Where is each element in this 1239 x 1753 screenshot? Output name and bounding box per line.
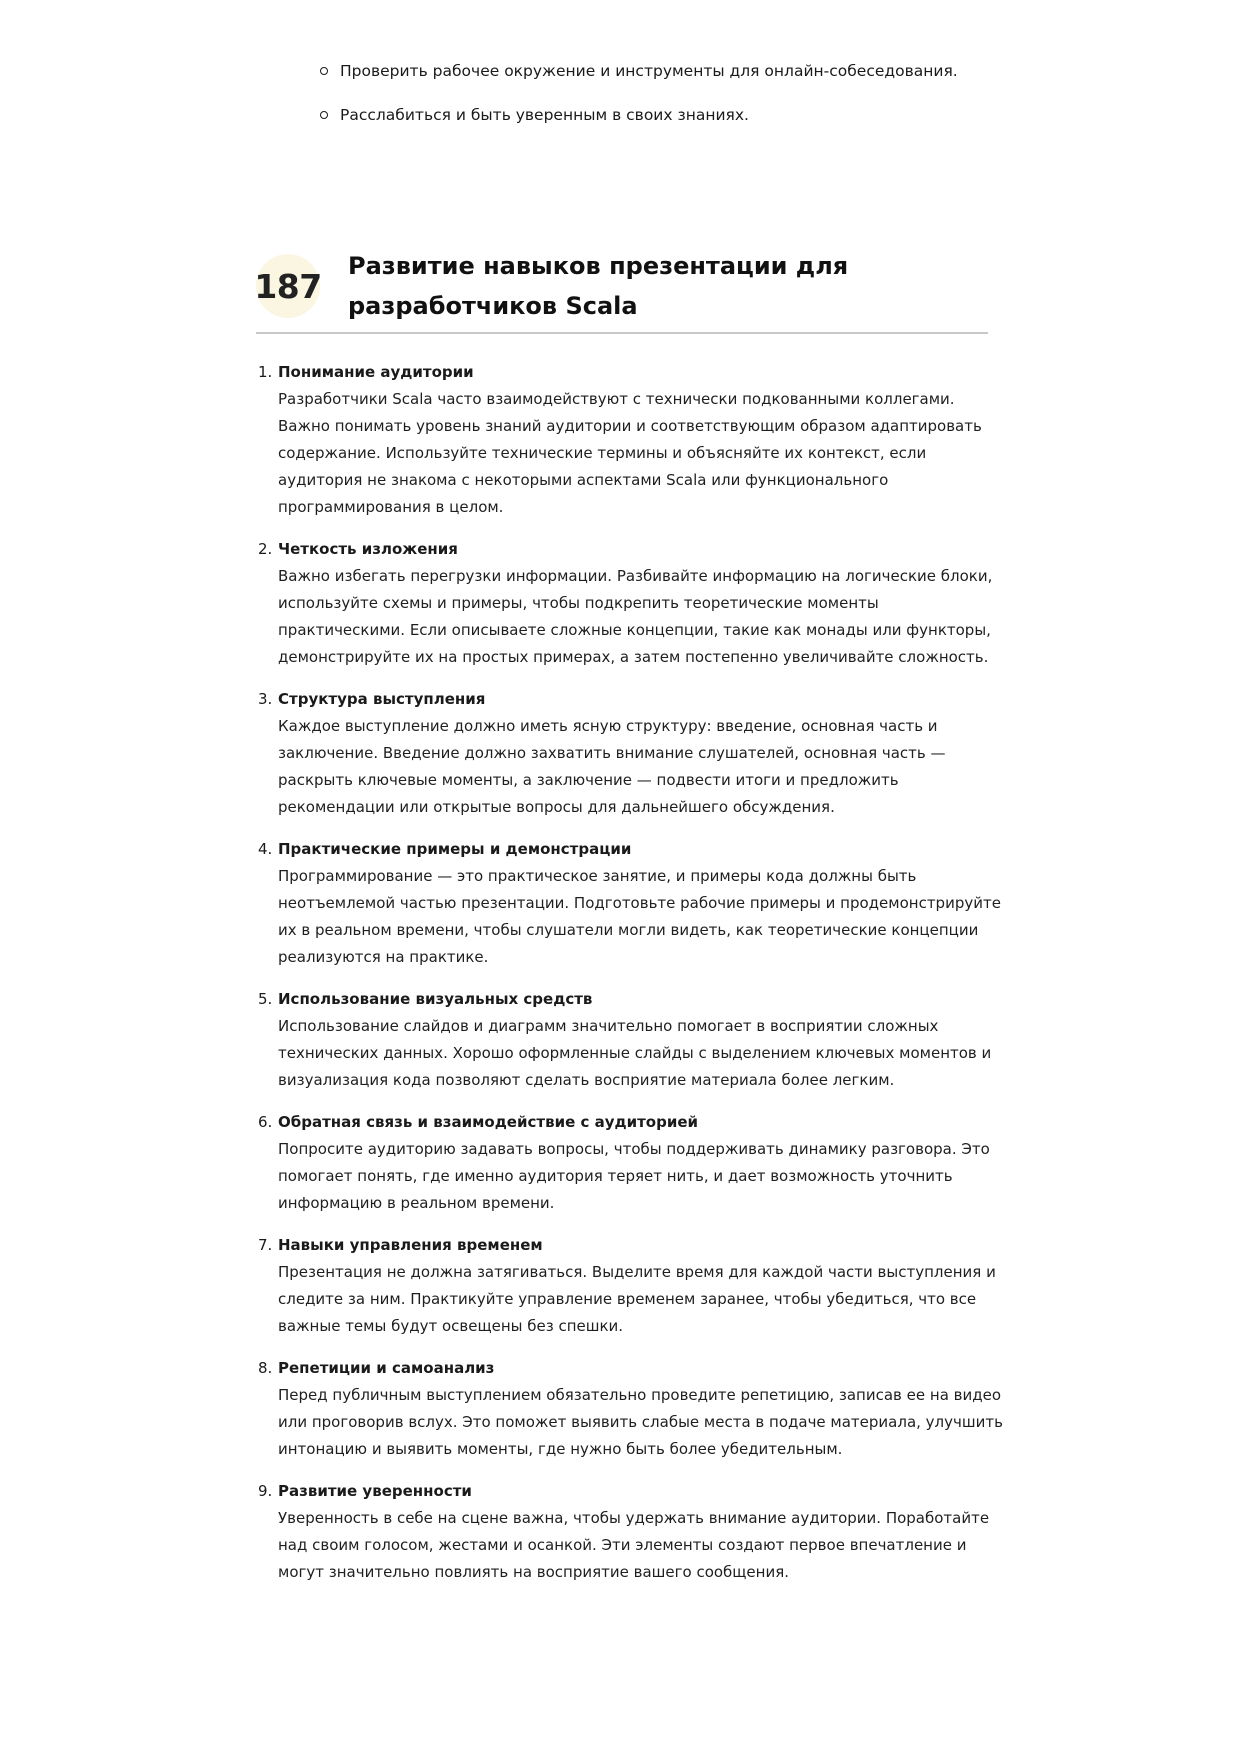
item-number: 1. <box>258 363 273 381</box>
item-title: Четкость изложения <box>278 540 458 558</box>
item-number: 2. <box>258 540 273 558</box>
item-text: Презентация не должна затягиваться. Выделите время для каждой части выступления и следите за ним. Практикуйте управление временем заранее, чтобы убедиться, что все важные темы будут освещены без спешки. <box>278 1263 996 1335</box>
item-title: Использование визуальных средств <box>278 990 593 1008</box>
item-title: Понимание аудитории <box>278 363 474 381</box>
list-item <box>258 359 1003 521</box>
numbered-list <box>258 359 1003 1601</box>
item-text: Разработчики Scala часто взаимодействуют с технически подкованными коллегами. Важно понимать уровень знаний аудитории и соответствующим образом адаптировать содержание. Используйте технические термины и объясняйте их контекст, если аудитория не знакома с некоторыми аспектами Scala или функционального программирования в целом. <box>278 390 982 516</box>
item-number: 8. <box>258 1359 273 1377</box>
bullet-item <box>320 58 1020 84</box>
bullet-item <box>320 102 1020 128</box>
hollow-bullet-icon <box>320 67 328 75</box>
bullet-text: Проверить рабочее окружение и инструменты для онлайн-собеседования. <box>340 62 958 80</box>
item-title: Обратная связь и взаимодействие с аудиторией <box>278 1113 699 1131</box>
chapter-number-badge: 187 <box>256 254 320 318</box>
item-text: Важно избегать перегрузки информации. Разбивайте информацию на логические блоки, используйте схемы и примеры, чтобы подкрепить теоретические моменты практическими. Если описываете сложные концепции, такие как монады или функторы, демонстрируйте их на простых примерах, а затем постепенно увеличивайте сложность. <box>278 567 993 666</box>
item-title: Навыки управления временем <box>278 1236 543 1254</box>
bullet-text: Расслабиться и быть уверенным в своих знаниях. <box>340 106 749 124</box>
list-item <box>258 536 1003 671</box>
intro-bullet-list <box>320 58 1020 146</box>
item-number: 5. <box>258 990 273 1008</box>
list-item <box>258 1355 1003 1463</box>
item-title: Репетиции и самоанализ <box>278 1359 495 1377</box>
item-text: Уверенность в себе на сцене важна, чтобы удержать внимание аудитории. Поработайте над своим голосом, жестами и осанкой. Эти элементы создают первое впечатление и могут значительно повлиять на восприятие вашего сообщения. <box>278 1509 990 1581</box>
list-item <box>258 1109 1003 1217</box>
item-number: 3. <box>258 690 273 708</box>
item-title: Структура выступления <box>278 690 486 708</box>
hollow-bullet-icon <box>320 111 328 119</box>
list-item <box>258 836 1003 971</box>
item-number: 4. <box>258 840 273 858</box>
item-text: Использование слайдов и диаграмм значительно помогает в восприятии сложных технических данных. Хорошо оформленные слайды с выделением ключевых моментов и визуализация кода позволяют сделать восприятие материала более легким. <box>278 1017 992 1089</box>
item-title: Развитие уверенности <box>278 1482 472 1500</box>
item-text: Попросите аудиторию задавать вопросы, чтобы поддерживать динамику разговора. Это помогает понять, где именно аудитория теряет нить, и дает возможность уточнить информацию в реальном времени. <box>278 1140 990 1212</box>
item-title: Практические примеры и демонстрации <box>278 840 632 858</box>
item-text: Перед публичным выступлением обязательно проведите репетицию, записав ее на видео или проговорив вслух. Это поможет выявить слабые места в подаче материала, улучшить интонацию и выявить моменты, где нужно быть более убедительным. <box>278 1386 1003 1458</box>
list-item <box>258 986 1003 1094</box>
list-item <box>258 1232 1003 1340</box>
item-number: 7. <box>258 1236 273 1254</box>
list-item <box>258 1478 1003 1586</box>
chapter-heading <box>256 240 988 334</box>
item-number: 6. <box>258 1113 273 1131</box>
item-number: 9. <box>258 1482 273 1500</box>
list-item <box>258 686 1003 821</box>
chapter-title: Развитие навыков презентации для разработчиков Scala <box>348 252 849 320</box>
item-text: Программирование — это практическое занятие, и примеры кода должны быть неотъемлемой частью презентации. Подготовьте рабочие примеры и продемонстрируйте их в реальном времени, чтобы слушатели могли видеть, как теоретические концепции реализуются на практике. <box>278 867 1001 966</box>
item-text: Каждое выступление должно иметь ясную структуру: введение, основная часть и заключение. Введение должно захватить внимание слушателей, основная часть — раскрыть ключевые моменты, а заключение — подвести итоги и предложить рекомендации или открытые вопросы для дальнейшего обсуждения. <box>278 717 946 816</box>
